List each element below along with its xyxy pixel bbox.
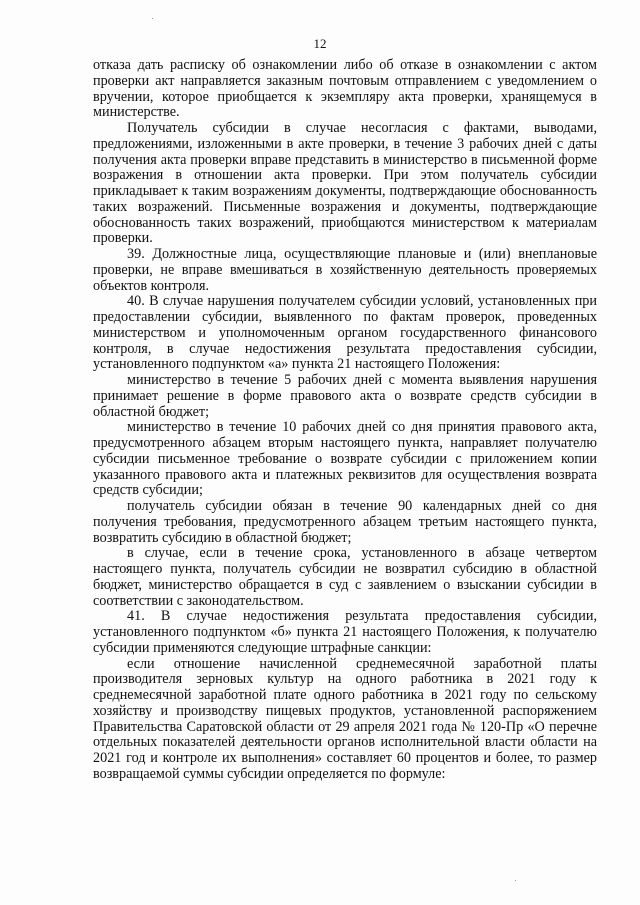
paragraph-clause-40: 40. В случае нарушения получателем субсидии условий, установленных при предоставлении субсидии, выявленного по фактам проверок, проведенных министерством и уполномоченным органом государственного финансового контроля, в случае недостижения результата предоставления субсидии, установленного подпунктом «а» пункта 21 настоящего Положения: — [93, 293, 597, 373]
scan-speck — [152, 18, 153, 19]
document-body — [93, 58, 597, 783]
paragraph-clause-40-return: получатель субсидии обязан в течение 90 календарных дней со дня получения требования, предусмотренного абзацем третьим настоящего пункта, возвратить субсидию в областной бюджет; — [93, 498, 597, 546]
paragraph-clause-40-court: в случае, если в течение срока, установленного в абзаце четвертом настоящего пункта, получатель субсидии не возвратил субсидию в областной бюджет, министерство обращается в суд с заявлением о взыскании субсидии в соответствии с законодательством. — [93, 545, 597, 609]
paragraph-clause-40-decision: министерство в течение 5 рабочих дней с момента выявления нарушения принимает решение в форме правового акта о возврате средств субсидии в областной бюджет; — [93, 372, 597, 420]
paragraph-objection: Получатель субсидии в случае несогласия с фактами, выводами, предложениями, изложенными в акте проверки, в течение 3 рабочих дней с даты получения акта проверки вправе представить в министерство в письменной форме возражения в отношении акта проверки. При этом получатель субсидии прикладывает к таким возражениям документы, подтверждающие обоснованность таких возражений. Письменные возражения и документы, подтверждающие обоснованность таких возражений, приобщаются министерством к материалам проверки. — [93, 120, 597, 247]
paragraph-continuation: отказа дать расписку об ознакомлении либо об отказе в ознакомлении с актом проверки акт направляется заказным почтовым отправлением с уведомлением о вручении, которое приобщается к экземпляру акта проверки, хранящемуся в министерстве. — [93, 57, 597, 121]
paragraph-clause-40-requirement: министерство в течение 10 рабочих дней со дня принятия правового акта, предусмотренного абзацем вторым настоящего пункта, направляет получателю субсидии письменное требование о возврате субсидии с приложением копии указанного правового акта и платежных реквизитов для осуществления возврата средств субсидии; — [93, 419, 597, 499]
paragraph-clause-41: 41. В случае недостижения результата предоставления субсидии, установленного подпунктом «б» пункта 21 настоящего Положения, к получателю субсидии применяются следующие штрафные санкции: — [93, 608, 597, 656]
scan-speck — [515, 880, 516, 881]
paragraph-clause-41-formula: если отношение начисленной среднемесячной заработной платы производителя зерновых культур на одного работника в 2021 году к среднемесячной заработной плате одного работника в 2021 году по сельскому хозяйству и производству пищевых продуктов, установленной распоряжением Правительства Саратовской области от 29 апреля 2021 года № 120-Пр «О перечне отдельных показателей деятельности органов исполнительной власти области на 2021 год и контроле их выполнения» составляет 60 процентов и более, то размер возвращаемой суммы субсидии определяется по формуле: — [93, 655, 597, 782]
paragraph-clause-39: 39. Должностные лица, осуществляющие плановые и (или) внеплановые проверки, не вправе вмешиваться в хозяйственную деятельность проверяемых объектов контроля. — [93, 246, 597, 294]
page-number: 12 — [313, 36, 327, 51]
